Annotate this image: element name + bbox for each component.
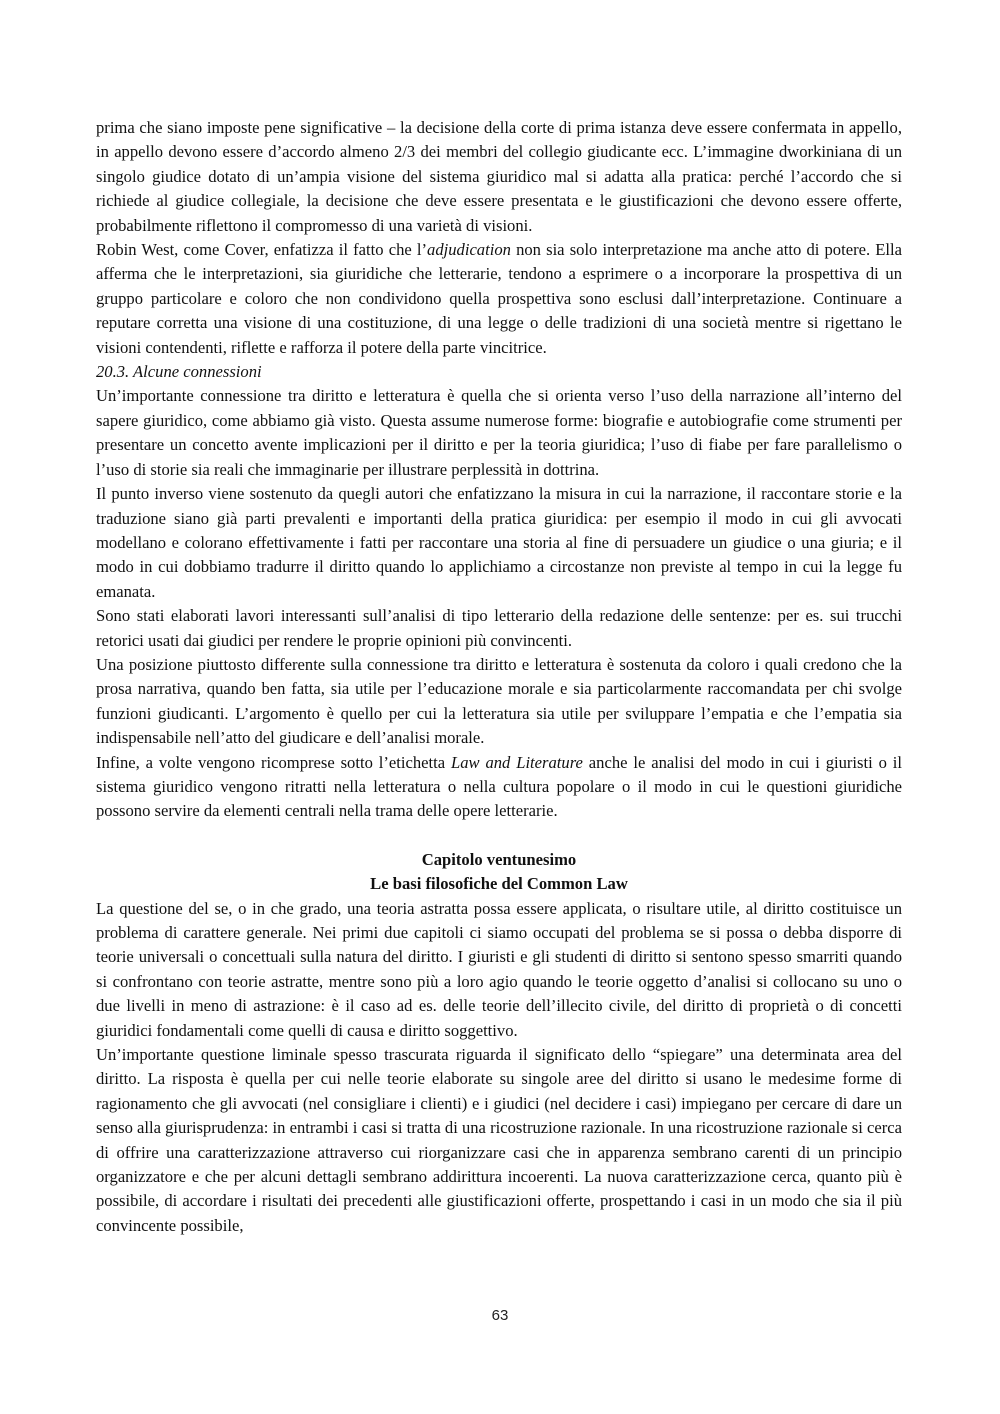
paragraph-text: non sia solo interpretazione ma anche atto di potere. Ella afferma che le interpretazioni, sia giuridiche che letterarie, tendono a esprimere o a incorporare la prospettiva di un gruppo particolare e coloro che non condividono quella prospettiva sono esclusi dall’interpretazione. Continuare a reputare corretta una visione di una costituzione, di una legge o delle tradizioni di una società mentre si rigettano le visioni contendenti, riflette e rafforza il potere della parte vincitrice. — [96, 240, 902, 357]
section-heading: 20.3. Alcune connessioni — [96, 362, 262, 382]
paragraph-law-and-literature — [96, 751, 902, 824]
italic-term: Law and Literature — [450, 752, 583, 772]
paragraph-collegial-decisions: prima che siano imposte pene significative – la decisione della corte di prima istanza deve essere confermata in appello, in appello devono essere d’accordo almeno 2/3 dei membri del collegio giudicante ecc. L’immagine dworkiniana di un singolo giudice dotato di un’ampia visione del sistema giuridico mal si adatta alla pratica: perché l’accordo che si richiede al giudice collegiale, la decisione che deve essere presentata e le giustificazioni che devono essere offerte, probabilmente riflettono il compromesso di una varietà di visioni. — [96, 118, 902, 235]
chapter-label: Capitolo ventunesimo — [421, 849, 577, 869]
paragraph-narrative-prose: Una posizione piuttosto differente sulla connessione tra diritto e letteratura è sostenuta da coloro i quali credono che la prosa narrativa, quando ben fatta, sia utile per l’educazione morale e sia particolarmente raccomandata per chi svolge funzioni giudicanti. L’argomento è quello per cui la letteratura sia utile per sviluppare l’empatia e che l’empatia sia indispensabile nell’atto del giudicare e dell’analisi morale. — [96, 654, 902, 748]
page-number: 63 — [491, 1307, 509, 1324]
paragraph-text: Robin West, come Cover, enfatizza il fatto che l’ — [96, 240, 428, 260]
document-page — [96, 116, 902, 1238]
italic-term: adjudication — [427, 240, 511, 260]
paragraph-narration: Un’importante connessione tra diritto e letteratura è quella che si orienta verso l’uso della narrazione all’interno del sapere giuridico, come abbiamo già visto. Questa assume numerose forme: biografie e autobiografie come strumenti per presentare un concetto avente implicazioni per il diritto e per la teoria giuridica; l’uso di fiabe per fare parallelismo o l’uso di storie sia reali che immaginarie per illustrare perplessità in dottrina. — [96, 386, 902, 479]
paragraph-text: Infine, a volte vengono ricomprese sotto l’etichetta — [96, 752, 451, 772]
spacer — [96, 824, 902, 848]
paragraph-inverse-point: Il punto inverso viene sostenuto da quegli autori che enfatizzano la misura in cui la narrazione, il raccontare storie e la traduzione siano già parti prevalenti e importanti della pratica giuridica: per esempio il modo in cui gli avvocati modellano e colorano effettivamente i fatti per raccontare una storia al fine di persuadere un giudice o una giuria; e il modo in cui dobbiamo tradurre il diritto quando lo applichiamo a circostanze non previste al tempo in cui la legge fu emanata. — [96, 484, 902, 601]
paragraph-abstract-theory: La questione del se, o in che grado, una teoria astratta possa essere applicata, o risultare utile, al diritto costituisce un problema di carattere generale. Nei primi due capitoli ci siamo occupati del problema se si possa o debba disporre di teorie universali o concettuali sulla natura del diritto. I giuristi e gli studenti di diritto si sentono spesso smarriti quando si confrontano con teorie astratte, mentre sono più a loro agio quando le teorie oggetto d’analisi si collocano su uno o due livelli in meno di astrazione: è il caso ad es. delle teorie dell’illecito civile, del diritto di proprietà o di concetti giuridici fondamentali come quelli di causa e diritto soggettivo. — [96, 898, 902, 1040]
paragraph-text: anche le analisi del modo in cui i giuristi o il sistema giuridico vengono ritratti nella letteratura o nella cultura popolare o il modo in cui le questioni giuridiche possono servire da elementi centrali nella trama delle opere letterarie. — [96, 752, 902, 821]
paragraph-robin-west — [96, 238, 902, 360]
paragraph-rational-reconstruction: Un’importante questione liminale spesso trascurata riguarda il significato dello “spiegare” una determinata area del diritto. La risposta è quella per cui nelle teorie elaborate su singole aree del diritto si usano le medesime forme di ragionamento che gli avvocati (nel consigliare i clienti) e i giudici (nel decidere i casi) impiegano per cercare di dare un senso alla giurisprudenza: in entrambi i casi si tratta di una ricostruzione razionale. In una ricostruzione razionale si cerca di offrire una caratterizzazione attraverso cui riorganizzare casi che in apparenza sembrano carenti di un principio organizzatore e che per alcuni dettagli sembrano addirittura incoerenti. La nuova caratterizzazione cerca, quanto più è possibile, di accordare i risultati dei precedenti alle giustificazioni offerte, prospettando i casi in un modo che sia il più convincente possibile, — [96, 1045, 902, 1235]
paragraph-judgments-analysis: Sono stati elaborati lavori interessanti sull’analisi di tipo letterario della redazione delle sentenze: per es. sui trucchi retorici usati dai giudici per rendere le proprie opinioni più convincenti. — [96, 606, 902, 650]
chapter-title: Le basi filosofiche del Common Law — [370, 874, 628, 894]
